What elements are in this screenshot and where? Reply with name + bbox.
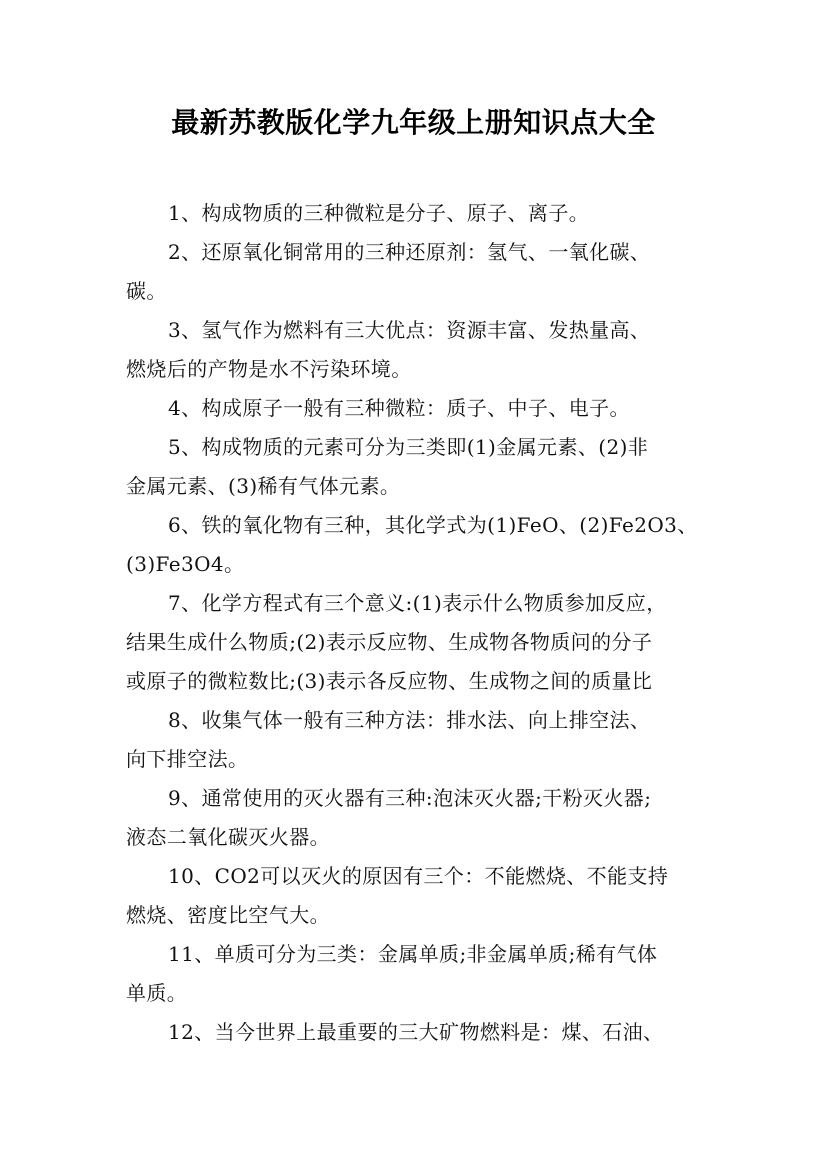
text-line: 12、当今世界上最重要的三大矿物燃料是：煤、石油、	[168, 1020, 664, 1044]
text-line: 9、通常使用的灭火器有三种:泡沫灭火器;干粉灭火器;	[168, 786, 652, 810]
text-line: 燃烧、密度比空气大。	[126, 903, 330, 927]
text-line: 结果生成什么物质;(2)表示反应物、生成物各物质问的分子	[126, 630, 653, 654]
text-line: 2、还原氧化铜常用的三种还原剂：氢气、一氧化碳、	[168, 240, 651, 264]
text-line: 向下排空法。	[126, 747, 249, 771]
text-line: 金属元素、(3)稀有气体元素。	[126, 474, 401, 498]
text-line: 液态二氧化碳灭火器。	[126, 825, 330, 849]
text-line: (3)Fe3O4。	[126, 552, 245, 576]
text-line: 8、收集气体一般有三种方法：排水法、向上排空法、	[168, 708, 651, 732]
text-line: 3、氢气作为燃料有三大优点：资源丰富、发热量高、	[168, 318, 651, 342]
text-line: 7、化学方程式有三个意义:(1)表示什么物质参加反应，	[168, 591, 667, 615]
document-title: 最新苏教版化学九年级上册知识点大全	[171, 106, 656, 139]
text-line: 燃烧后的产物是水不污染环境。	[126, 357, 412, 381]
text-line: 或原子的微粒数比;(3)表示各反应物、生成物之间的质量比	[126, 669, 653, 693]
text-line: 5、构成物质的元素可分为三类即(1)金属元素、(2)非	[168, 435, 649, 459]
text-line: 碳。	[126, 279, 167, 303]
text-line: 4、构成原子一般有三种微粒：质子、中子、电子。	[168, 396, 630, 420]
text-line: 10、CO2可以灭火的原因有三个：不能燃烧、不能支持	[168, 864, 669, 888]
text-line: 11、单质可分为三类：金属单质;非金属单质;稀有气体	[168, 942, 658, 966]
text-line: 6、铁的氧化物有三种，其化学式为(1)FeO、(2)Fe2O3、	[168, 513, 698, 537]
text-line: 1、构成物质的三种微粒是分子、原子、离子。	[168, 201, 590, 225]
text-line: 单质。	[126, 981, 188, 1005]
